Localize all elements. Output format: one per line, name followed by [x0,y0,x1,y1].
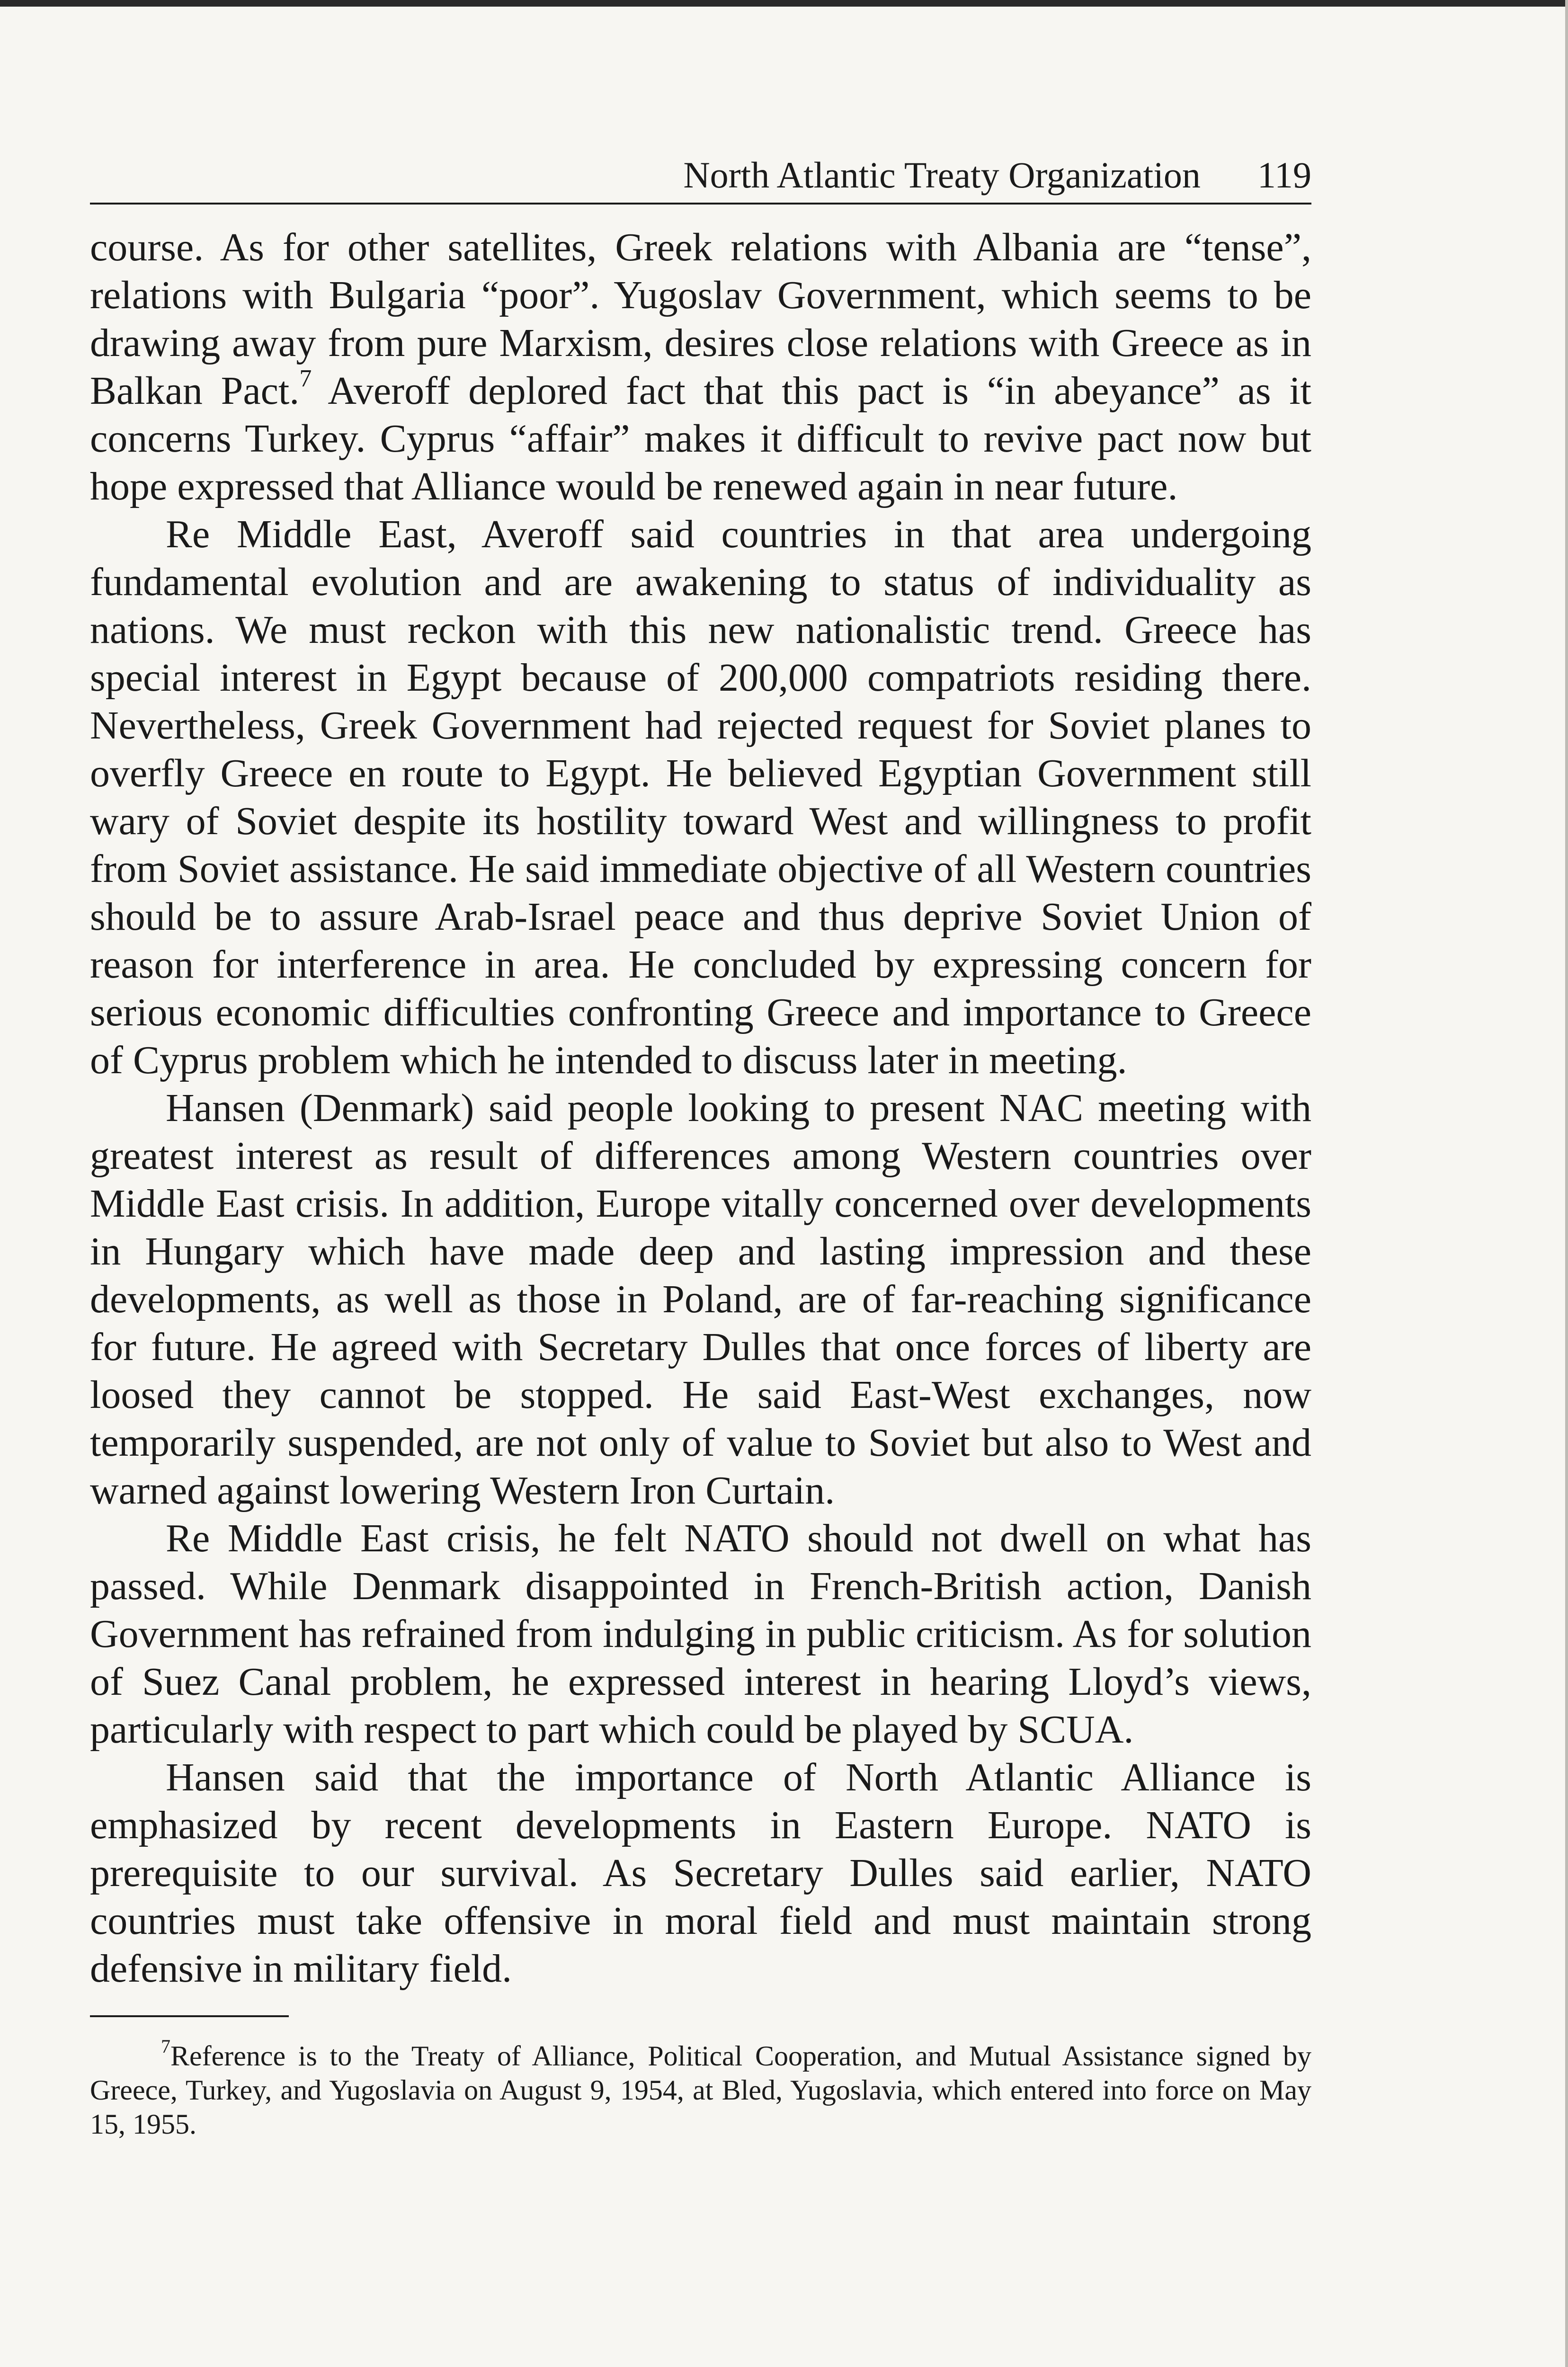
paragraph-1-text: course. As for other satellites, Greek relations with Albania are “tense”, relations with Bulgaria “poor”. Yugoslav Government, which seems to be drawing away from pure Marxism, desires close relations with Greece as in Balkan Pact. [90,225,1311,413]
paragraph-1 [90,223,1311,510]
page-number: 119 [1257,154,1311,196]
paragraph-1-text-continued: Averoff deplored fact that this pact is “in abeyance” as it concerns Turkey. Cyprus “affair” makes it difficult to revive pact now but hope expressed that Alliance would be renewed again in near future. [90,369,1311,508]
footnote-divider [90,2015,289,2017]
header-title: North Atlantic Treaty Organization [683,154,1201,196]
paragraph-3: Hansen (Denmark) said people looking to present NAC meeting with greatest interest as result of differences among Western countries over Middle East crisis. In addition, Europe vitally concerned over developments in Hungary which have made deep and lasting impression and these developments, as well as those in Poland, are of far-reaching significance for future. He agreed with Secretary Dulles that once forces of liberty are loosed they cannot be stopped. He said East-West exchanges, now temporarily suspended, are not only of value to Soviet but also to West and warned against lowering Western Iron Curtain. [90,1086,1311,1513]
footnote-text: Reference is to the Treaty of Alliance, Political Cooperation, and Mutual Assistance signed by Greece, Turkey, and Yugoslavia on August 9, 1954, at Bled, Yugoslavia, which entered into force on May 15, 1955. [90,2040,1311,2140]
paragraph-2: Re Middle East, Averoff said countries in that area undergoing fundamental evolution and are awakening to status of individuality as nations. We must reckon with this new nationalistic trend. Greece has special interest in Egypt because of 200,000 compatriots residing there. Nevertheless, Greek Government had rejected request for Soviet planes to overfly Greece en route to Egypt. He believed Egyptian Government still wary of Soviet despite its hostility toward West and willingness to profit from Soviet assistance. He said immediate objective of all Western countries should be to assure Arab-Israel peace and thus deprive Soviet Union of reason for interference in area. He concluded by expressing concern for serious economic difficulties confronting Greece and importance to Greece of Cyprus problem which he intended to discuss later in meeting. [90,512,1311,1082]
footnote-reference[interactable]: 7 [299,365,312,392]
paragraph-5: Hansen said that the importance of North Atlantic Alliance is emphasized by recent developments in Eastern Europe. NATO is prerequisite to our survival. As Secretary Dulles said earlier, NATO countries must take offensive in moral field and must maintain strong defensive in military field. [90,1755,1311,1991]
document-page [90,151,1311,2141]
footnote-marker: 7 [161,2036,170,2057]
body-text [90,223,1311,1993]
paragraph-4: Re Middle East crisis, he felt NATO should not dwell on what has passed. While Denmark disappointed in French-British action, Danish Government has refrained from indulging in public criticism. As for solution of Suez Canal problem, he expressed interest in hearing Lloyd’s views, particularly with respect to part which could be played by SCUA. [90,1516,1311,1752]
footnote [90,2036,1311,2141]
running-header [90,151,1311,205]
scan-top-edge [0,0,1568,7]
scan-right-edge [1565,0,1568,2367]
